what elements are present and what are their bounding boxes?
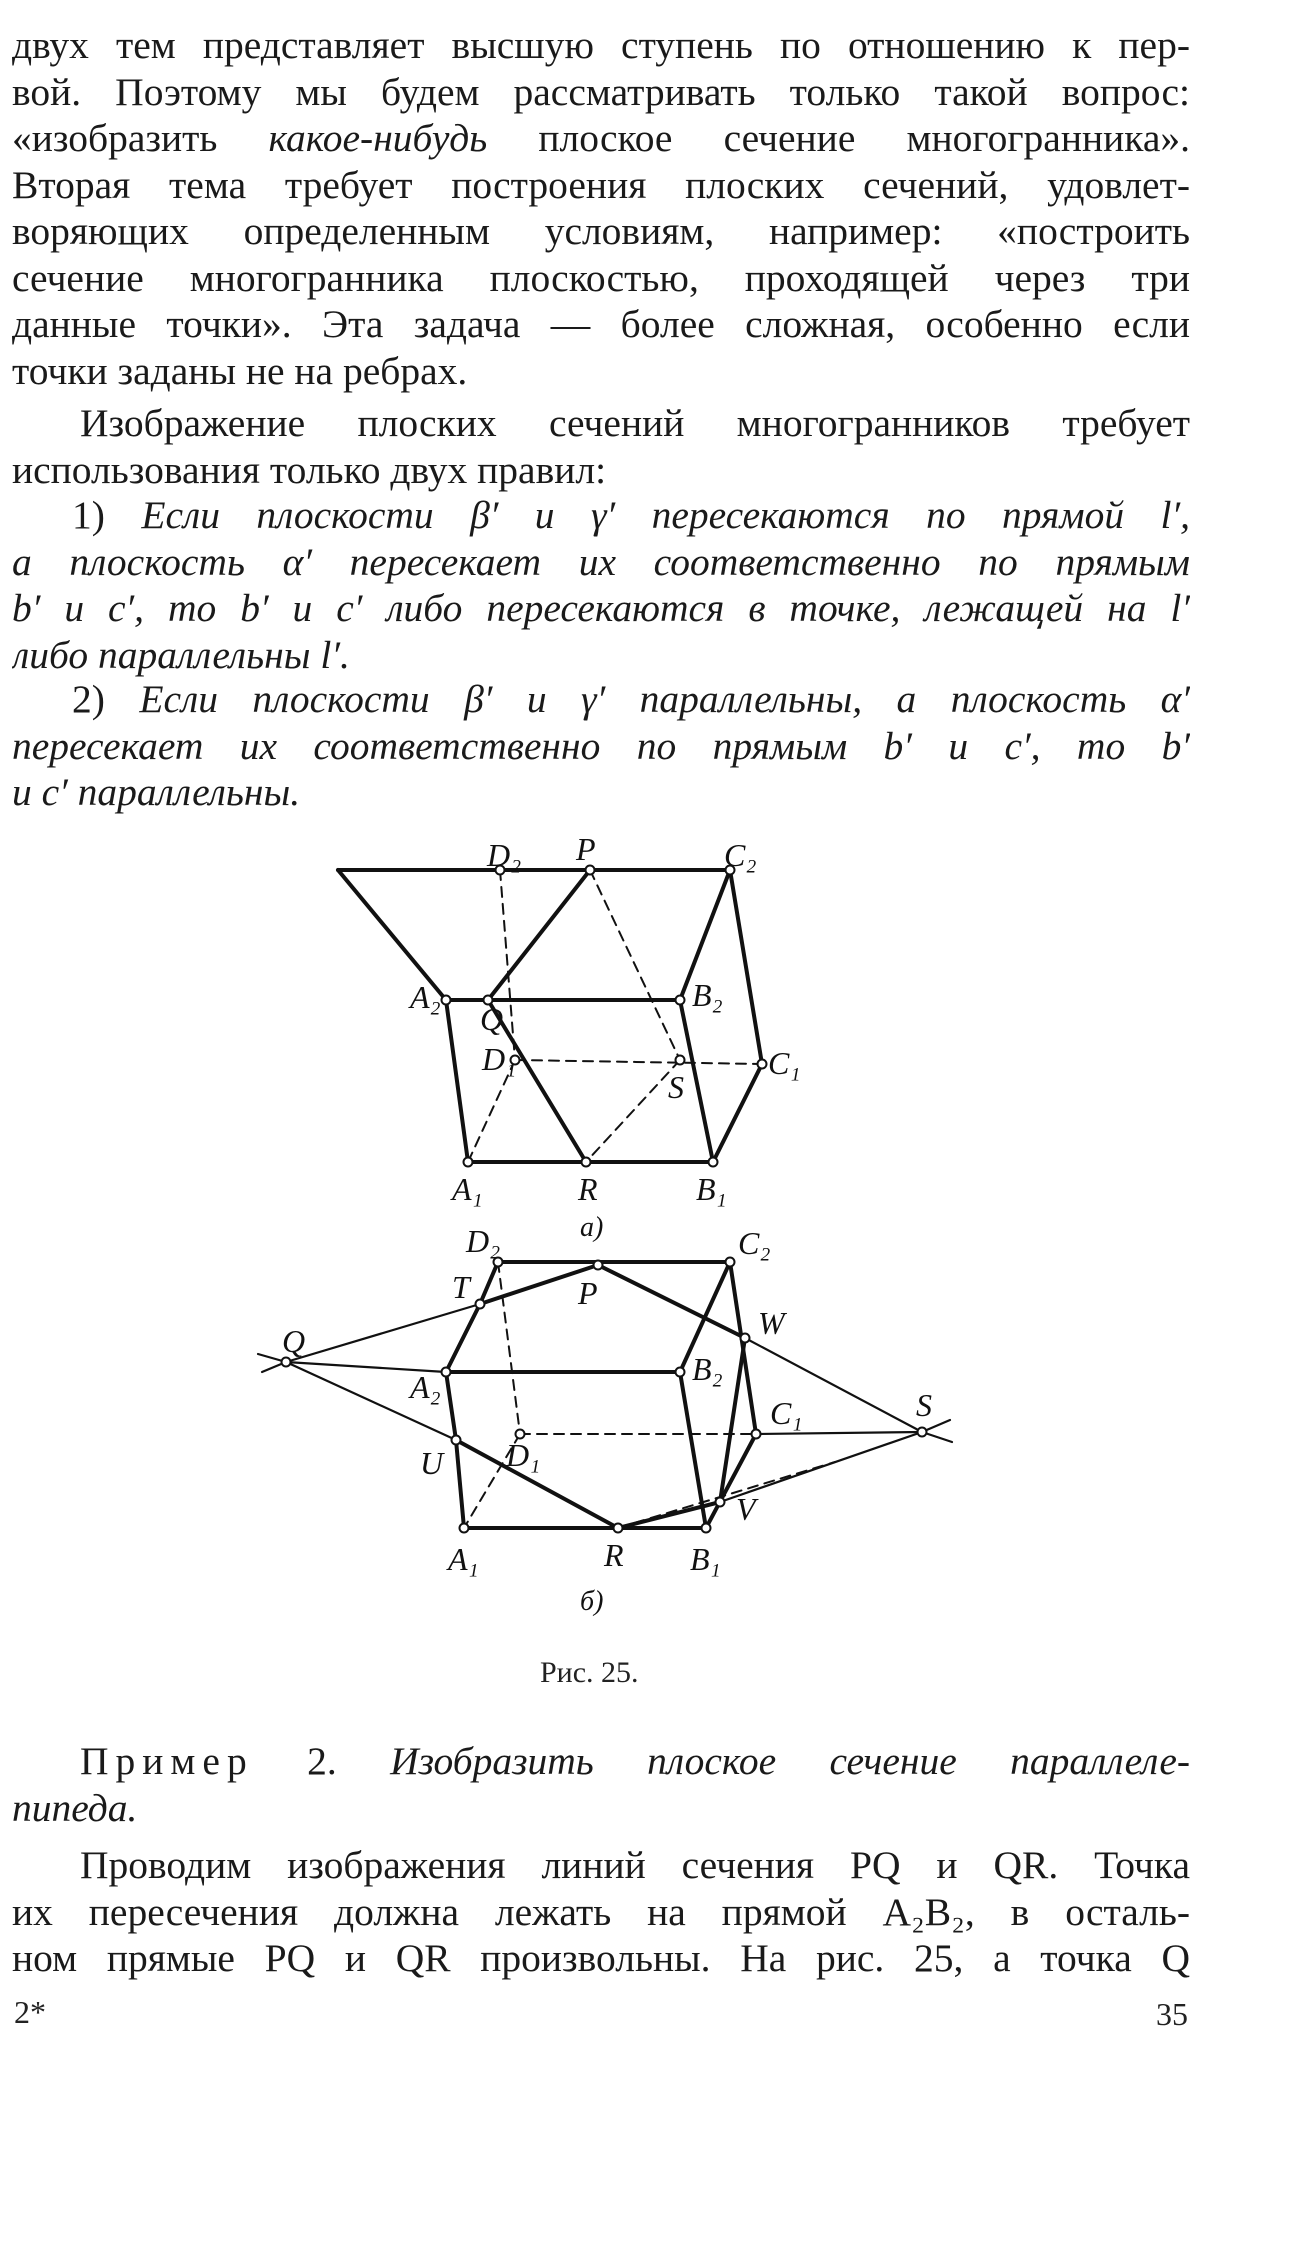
label-P: P [576, 831, 596, 867]
figure-a-labels [408, 831, 800, 1243]
label-A2: A₂ [410, 1369, 441, 1405]
signature-mark: 2* [14, 1994, 46, 2030]
rule-2 [12, 676, 1190, 816]
label-V: V [736, 1491, 756, 1527]
figure-b-labels [282, 1223, 932, 1617]
label-C2: C₂ [724, 837, 757, 873]
text-line: Проводим изображения линий сечения PQ и QR. Точка [80, 1843, 1190, 1887]
label-R: R [578, 1171, 598, 1207]
example-heading [12, 1738, 1190, 1831]
text-line: сечение многогранника плоскостью, проходящей через три [12, 255, 1190, 300]
label-C1: C₁ [770, 1395, 803, 1431]
label-A1: A₁ [452, 1171, 483, 1207]
text-line: 2) Если плоскости β′ и γ′ параллельны, а плоскость α′ [72, 677, 1190, 721]
label-sub-b: б) [580, 1586, 604, 1617]
label-A2: A₂ [410, 979, 441, 1015]
label-S: S [916, 1387, 932, 1423]
label-P: P [578, 1275, 598, 1311]
label-U: U [420, 1445, 444, 1481]
text-line: ном прямые PQ и QR произвольны. На рис. 25, а точка Q [12, 1936, 1190, 1980]
label-S: S [668, 1069, 684, 1105]
text-line: 1) Если плоскости β′ и γ′ пересекаются по прямой l′, [72, 493, 1190, 537]
text-line: их пересечения должна лежать на прямой A₂B₂, в осталь- [12, 1889, 1190, 1934]
text-line: и c′ параллельны. [12, 770, 301, 814]
text-line: либо параллельны l′. [12, 632, 350, 677]
label-B2: B₂ [692, 1351, 723, 1387]
text-line: а плоскость α′ пересекает их соответственно по прямым [12, 539, 1190, 584]
label-Q: Q [282, 1323, 306, 1359]
label-B1: B₁ [696, 1171, 727, 1207]
text-line [12, 1738, 1190, 1785]
text-line: вой. Поэтому мы будем рассматривать только такой вопрос: [12, 69, 1190, 114]
example-word: Пример [80, 1739, 254, 1783]
text-line: «изобразить какое-нибудь плоское сечение многогранника». [12, 116, 1190, 160]
rule-1 [12, 492, 1190, 678]
label-B1: B₁ [690, 1541, 721, 1577]
label-C1: C₁ [768, 1045, 801, 1081]
label-B2: B₂ [692, 977, 723, 1013]
page-number: 35 [1156, 1996, 1188, 2032]
text-line: воряющих определенным условиям, например: «построить [12, 209, 1190, 253]
label-R: R [604, 1537, 624, 1573]
label-T: T [452, 1269, 470, 1305]
figure-25 [0, 830, 1315, 1650]
figure-a [338, 866, 767, 1167]
text-line: Изображение плоских сечений многогранников требует [80, 401, 1190, 445]
text-line: пересекает их соответственно по прямым b′ и c′, то b′ [12, 723, 1190, 768]
text-line: точки заданы не на ребрах. [12, 348, 468, 393]
label-D1: D₁ [482, 1041, 517, 1077]
label-sub-a: а) [580, 1212, 604, 1243]
example-task: Изобразить плоское сечение параллеле- [390, 1739, 1190, 1783]
paragraph-intro [12, 22, 1190, 394]
figure-b [258, 1258, 952, 1533]
text-line: b′ и c′, то b′ и c′ либо пересекаются в точке, лежащей на l′ [12, 586, 1190, 630]
paragraph-rules-intro [12, 400, 1190, 493]
label-D2: D₂ [487, 837, 522, 873]
label-W: W [758, 1305, 785, 1341]
label-A1: A₁ [448, 1541, 479, 1577]
text-line: двух тем представляет высшую ступень по отношению к пер- [12, 23, 1190, 67]
label-Q: Q [480, 1001, 504, 1037]
text-line: Вторая тема требует построения плоских сечений, удовлет- [12, 162, 1190, 207]
label-D1: D₁ [506, 1437, 541, 1473]
text-line: пипеда. [12, 1785, 138, 1830]
label-C2: C₂ [738, 1225, 771, 1261]
label-D2: D₂ [466, 1223, 501, 1259]
figure-caption: Рис. 25. [540, 1656, 639, 1689]
example-number: 2. [307, 1739, 337, 1783]
text-line: данные точки». Эта задача — более сложная, особенно если [12, 302, 1190, 346]
paragraph-solution [12, 1842, 1190, 1982]
text-line: использования только двух правил: [12, 447, 607, 492]
